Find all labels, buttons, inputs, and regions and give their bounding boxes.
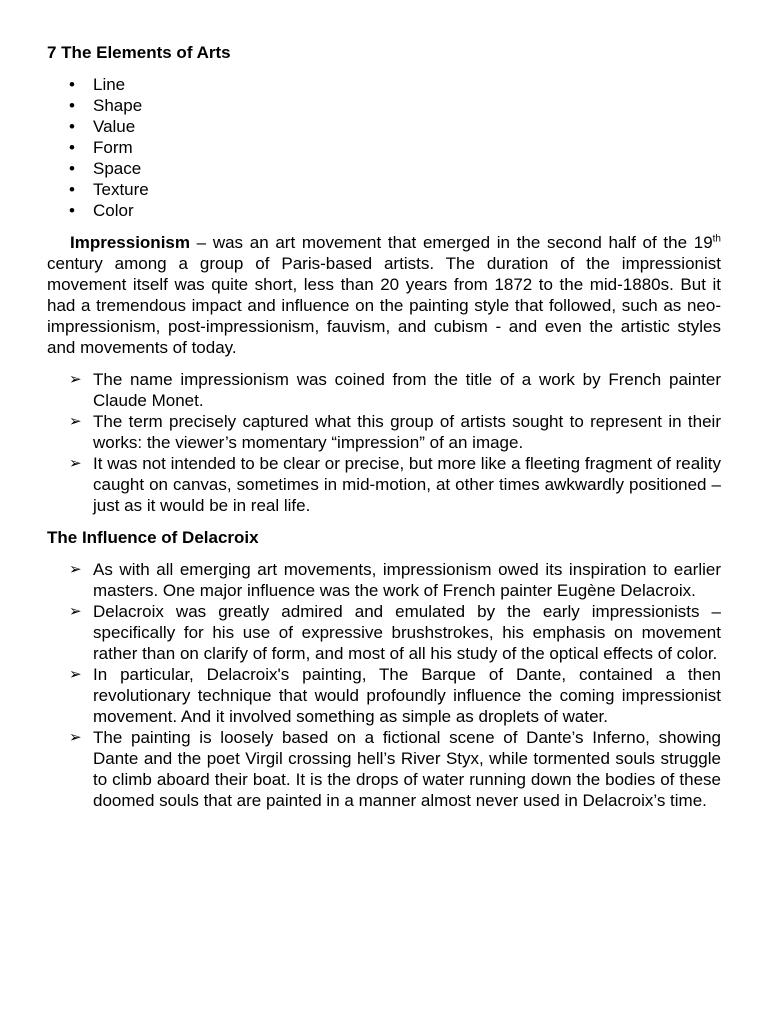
list-item-text: Delacroix was greatly admired and emulated by the early impressionists – specifically for his use of expressive brushstrokes, his emphasis on movement rather than on clarify of form, and most of all his study of the optical effects of color. (93, 602, 721, 663)
ordinal-superscript: th (712, 233, 721, 245)
page-title: 7 The Elements of Arts (47, 43, 231, 62)
arrow-bullet-icon: ➢ (69, 560, 82, 578)
arrow-bullet-icon: ➢ (69, 665, 82, 683)
list-item (47, 158, 721, 179)
bullet-icon: • (69, 180, 75, 199)
list-item (47, 453, 721, 516)
list-item-text: Line (93, 75, 126, 94)
list-item (47, 559, 721, 601)
list-item-text: In particular, Delacroix's painting, The Barque of Dante, contained a then revolutionary technique that would profoundly influence the coming impressionist movement. And it involved something as simple as droplets of water. (93, 665, 721, 726)
bullet-icon: • (69, 75, 75, 94)
list-item (47, 74, 721, 95)
list-item (47, 369, 721, 411)
bullet-icon: • (69, 201, 75, 220)
intro-text-part-2: century among a group of Paris-based artists. The duration of the impressionist movement itself was quite short, less than 20 years from 1872 to the mid-1880s. But it had a tremendous impact and influence on the painting style that followed, such as neo-impressionism, post-impressionism, fauvism, and cubism - and even the artistic styles and movements of today. (47, 254, 721, 357)
arrow-bullet-icon: ➢ (69, 728, 82, 746)
arrow-bullet-icon: ➢ (69, 412, 82, 430)
bullet-icon: • (69, 117, 75, 136)
list-item-text: It was not intended to be clear or precise, but more like a fleeting fragment of reality caught on canvas, sometimes in mid-motion, at other times awkwardly positioned – just as it would be in real life. (93, 454, 721, 515)
list-item (47, 664, 721, 727)
delacroix-points (47, 559, 721, 811)
list-item (47, 411, 721, 453)
list-item-text: The painting is loosely based on a fictional scene of Dante’s Inferno, showing Dante and the poet Virgil crossing hell’s River Styx, while tormented souls struggle to climb aboard their boat. It is the drops of water running down the bodies of these doomed souls that are painted in a manner almost never used in Delacroix’s time. (93, 728, 721, 810)
bullet-icon: • (69, 96, 75, 115)
arrow-bullet-icon: ➢ (69, 602, 82, 620)
bullet-icon: • (69, 138, 75, 157)
list-item (47, 116, 721, 137)
document-page (47, 42, 721, 811)
list-item-text: The term precisely captured what this group of artists sought to represent in their works: the viewer’s momentary “impression” of an image. (93, 412, 721, 452)
bullet-icon: • (69, 159, 75, 178)
list-item (47, 200, 721, 221)
arrow-bullet-icon: ➢ (69, 370, 82, 388)
elements-list (47, 74, 721, 221)
intro-text-part-1: – was an art movement that emerged in the second half of the 19 (190, 233, 713, 252)
list-item (47, 727, 721, 811)
list-item-text: Value (93, 117, 136, 136)
section-heading: The Influence of Delacroix (47, 528, 259, 547)
list-item-text: As with all emerging art movements, impressionism owed its inspiration to earlier masters. One major influence was the work of French painter Eugène Delacroix. (93, 560, 721, 600)
list-item-text: The name impressionism was coined from the title of a work by French painter Claude Monet. (93, 370, 721, 410)
list-item-text: Color (93, 201, 134, 220)
arrow-bullet-icon: ➢ (69, 454, 82, 472)
list-item (47, 95, 721, 116)
list-item-text: Form (93, 138, 133, 157)
impressionism-paragraph (47, 232, 721, 358)
list-item-text: Shape (93, 96, 143, 115)
impressionism-term: Impressionism (70, 233, 190, 252)
list-item-text: Space (93, 159, 142, 178)
list-item (47, 179, 721, 200)
impressionism-points (47, 369, 721, 516)
list-item (47, 601, 721, 664)
list-item-text: Texture (93, 180, 149, 199)
list-item (47, 137, 721, 158)
